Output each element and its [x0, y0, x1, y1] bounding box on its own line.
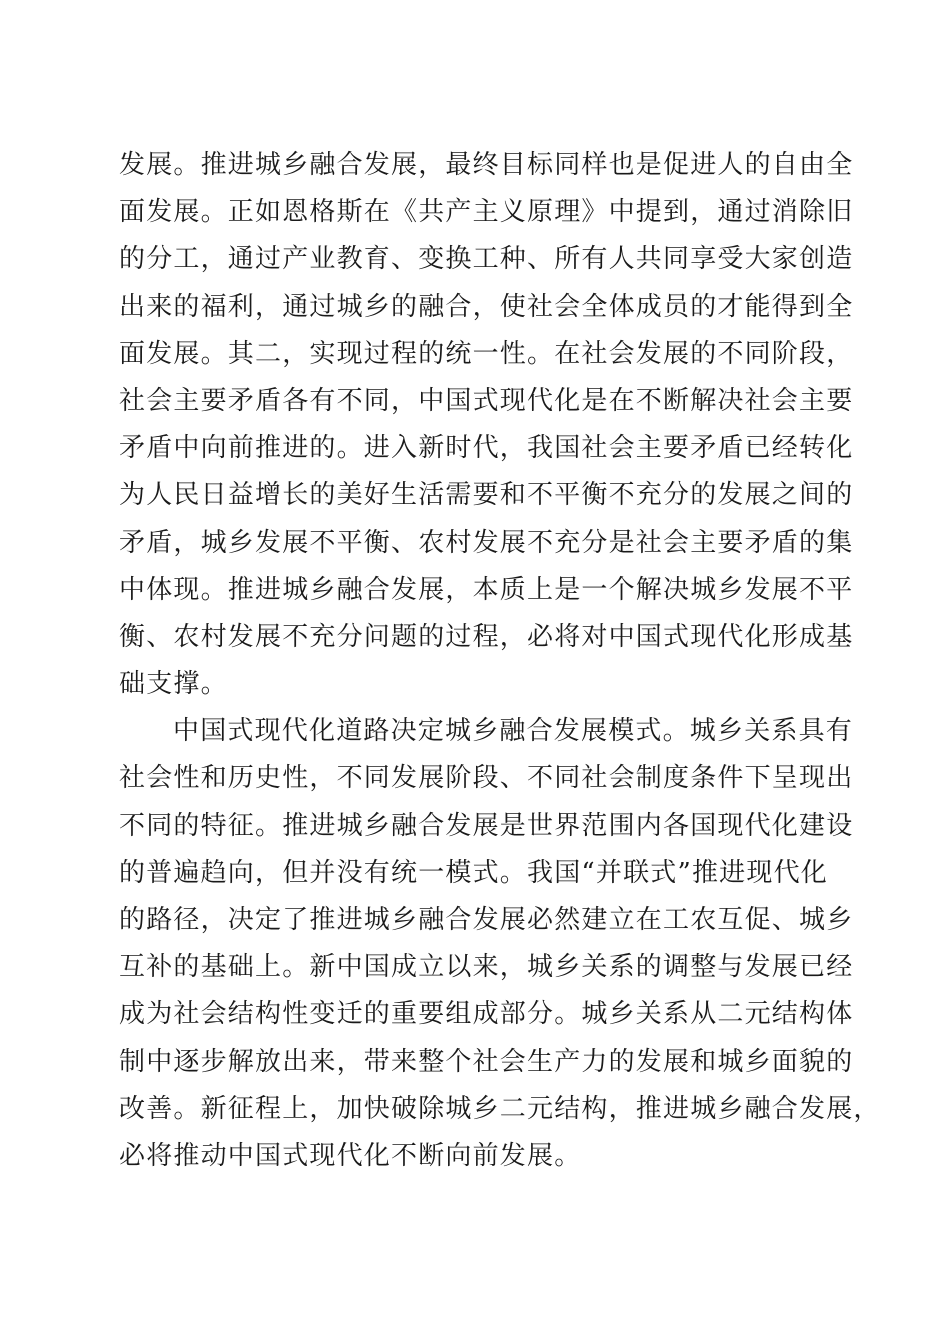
text-line: 必将推动中国式现代化不断向前发展。	[119, 1140, 582, 1171]
text-line: 的普遍趋向，但并没有统一模式。我国“并联式”推进现代化	[119, 857, 828, 888]
text-line: 础支撑。	[119, 669, 228, 700]
paragraph-2	[119, 708, 881, 1180]
text-line: 的路径，决定了推进城乡融合发展必然建立在工农互促、城乡	[119, 905, 854, 935]
paragraph-1	[119, 142, 854, 708]
text-line: 社会主要矛盾各有不同，中国式现代化是在不断解决社会主要	[119, 385, 854, 416]
text-line: 改善。新征程上，加快破除城乡二元结构，推进城乡融合发展，	[119, 1093, 881, 1124]
text-line: 出来的福利，通过城乡的融合，使社会全体成员的才能得到全	[119, 291, 854, 322]
text-line: 制中逐步解放出来，带来整个社会生产力的发展和城乡面貌的	[119, 1046, 854, 1077]
text-line: 发展。推进城乡融合发展，最终目标同样也是促进人的自由全	[119, 150, 854, 180]
text-line: 成为社会结构性变迁的重要组成部分。城乡关系从二元结构体	[119, 999, 854, 1030]
text-line: 不同的特征。推进城乡融合发展是世界范围内各国现代化建设	[119, 810, 854, 841]
text-line: 的分工，通过产业教育、变换工种、所有人共同享受大家创造	[119, 244, 854, 275]
text-line: 互补的基础上。新中国成立以来，城乡关系的调整与发展已经	[119, 952, 854, 983]
text-line: 衡、农村发展不充分问题的过程，必将对中国式现代化形成基	[119, 621, 854, 652]
text-line: 矛盾中向前推进的。进入新时代，我国社会主要矛盾已经转化	[119, 433, 854, 464]
text-line: 面发展。正如恩格斯在《共产主义原理》中提到，通过消除旧	[119, 197, 854, 228]
text-line: 矛盾，城乡发展不平衡、农村发展不充分是社会主要矛盾的集	[119, 527, 854, 558]
text-line: 中国式现代化道路决定城乡融合发展模式。城乡关系具有	[173, 716, 854, 747]
text-line: 面发展。其二，实现过程的统一性。在社会发展的不同阶段，	[119, 338, 854, 369]
text-line: 中体现。推进城乡融合发展，本质上是一个解决城乡发展不平	[119, 574, 854, 605]
text-line: 为人民日益增长的美好生活需要和不平衡不充分的发展之间的	[119, 480, 854, 511]
text-line: 社会性和历史性，不同发展阶段、不同社会制度条件下呈现出	[119, 763, 854, 794]
document-body	[119, 142, 881, 1180]
